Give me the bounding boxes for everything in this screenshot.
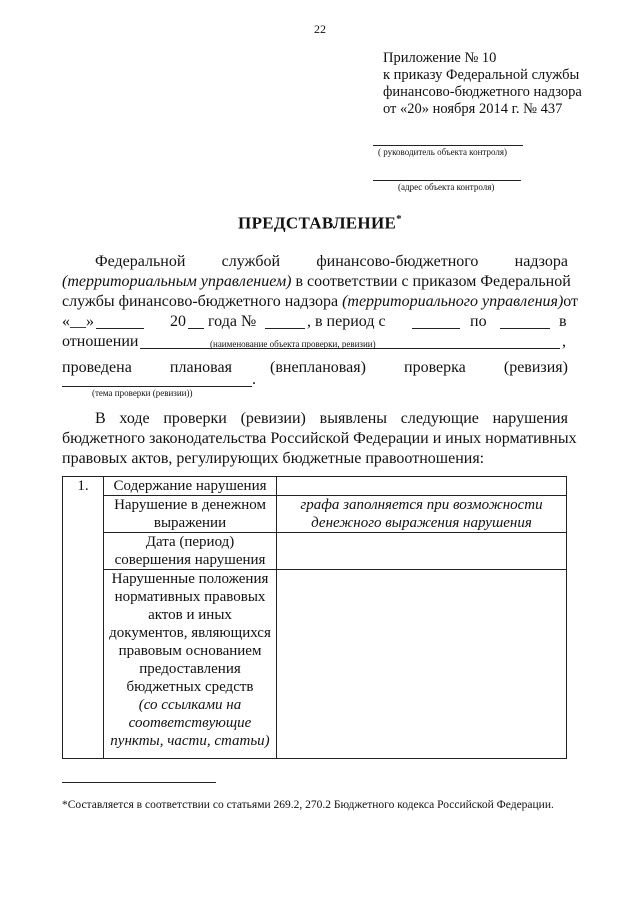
appendix-header [383, 50, 582, 118]
intro-text: от [563, 293, 579, 310]
violations-table [62, 476, 567, 759]
object-address-line [373, 180, 521, 181]
violation-date-label: Дата (период) совершения нарушения [104, 533, 277, 570]
object-address-caption: (адрес объекта контроля) [398, 182, 495, 192]
intro-text: службы финансово-бюджетного надзора [62, 293, 343, 310]
regarding-label: отношении [62, 333, 139, 350]
in-word: в [559, 313, 567, 330]
word: финансово-бюджетного [316, 253, 479, 270]
title-footnote-mark: * [396, 213, 402, 225]
period-end-blank [500, 328, 550, 329]
year-prefix: 20 [170, 313, 186, 330]
findings-line-1 [95, 409, 568, 429]
intro-text: в соответствии с приказом Федеральной [291, 273, 571, 290]
word: надзора [514, 253, 568, 270]
word: выявлены [319, 410, 388, 427]
violation-date-cell [277, 533, 567, 570]
period-from: , в период с [307, 313, 386, 330]
year-suffix: года № [208, 313, 257, 330]
word: Федеральной [95, 253, 186, 270]
footnote: *Составляется в соответствии со статьями 269.2, 270.2 Бюджетного кодекса Российской Федерации. [62, 799, 554, 811]
word: (внеплановая) [270, 359, 366, 376]
monetary-violation-note: графа заполняется при возможности денежного выражения нарушения [277, 496, 567, 533]
day-quote: «__» [62, 313, 94, 330]
audit-object-caption: (наименование объекта проверки, ревизии) [210, 339, 376, 349]
period-to: по [470, 313, 487, 330]
word: плановая [169, 359, 232, 376]
title-text: ПРЕДСТАВЛЕНИЕ [238, 213, 397, 233]
appendix-line: Приложение № 10 [383, 50, 497, 66]
period-start-blank [412, 328, 460, 329]
violated-provisions-cell [277, 570, 567, 759]
head-of-object-caption: ( руководитель объекта контроля) [378, 147, 507, 157]
word: следующие [400, 410, 479, 427]
month-blank [96, 328, 144, 329]
word: проверка [404, 359, 466, 376]
table-row [63, 496, 567, 533]
violation-content-cell [277, 477, 567, 496]
appendix-line: к приказу Федеральной службы [383, 67, 580, 83]
word: проведена [62, 359, 132, 376]
monetary-violation-label: Нарушение в денежном выражении [104, 496, 277, 533]
findings-line-2: бюджетного законодательства Российской Федерации и иных нормативных [62, 430, 577, 447]
head-of-object-line [373, 145, 523, 146]
table-row [63, 533, 567, 570]
word: проверки [163, 410, 227, 427]
intro-line-6 [62, 358, 568, 378]
word: ходе [119, 410, 150, 427]
page-number: 22 [314, 22, 326, 36]
intro-line-2 [62, 272, 571, 292]
appendix-line: от «20» ноября 2014 г. № 437 [383, 101, 563, 117]
year-blank [188, 328, 204, 329]
audit-topic-caption: (тема проверки (ревизии)) [92, 388, 193, 398]
number-blank [265, 328, 305, 329]
word: нарушения [492, 410, 568, 427]
table-row [63, 570, 567, 759]
territorial-body-italic: (территориальным управлением) [62, 273, 292, 290]
intro-line-3 [62, 292, 579, 312]
comma: , [562, 333, 566, 350]
table-row [63, 477, 567, 496]
word: (ревизии) [240, 410, 306, 427]
word: (ревизия) [503, 359, 568, 376]
word: В [95, 410, 106, 427]
document-title [0, 213, 640, 234]
audit-topic-blank [62, 386, 252, 387]
intro-line-1 [95, 252, 568, 272]
row-number: 1. [63, 477, 104, 759]
word: службой [221, 253, 281, 270]
footnote-separator [62, 782, 216, 783]
appendix-line: финансово-бюджетного надзора [383, 84, 582, 100]
period-mark: . [252, 371, 256, 388]
findings-line-3: правовых актов, регулирующих бюджетные правоотношения: [62, 450, 485, 467]
violated-provisions-label: Нарушенные положения нормативных правовых актов и иных документов, являющихся правовым основанием предоставления бюджетных средств (со ссылками на соответствующие пункты, части, статьи) [104, 570, 277, 759]
violation-content-label: Содержание нарушения [104, 477, 277, 496]
territorial-body-italic: (территориального управления) [342, 293, 564, 310]
